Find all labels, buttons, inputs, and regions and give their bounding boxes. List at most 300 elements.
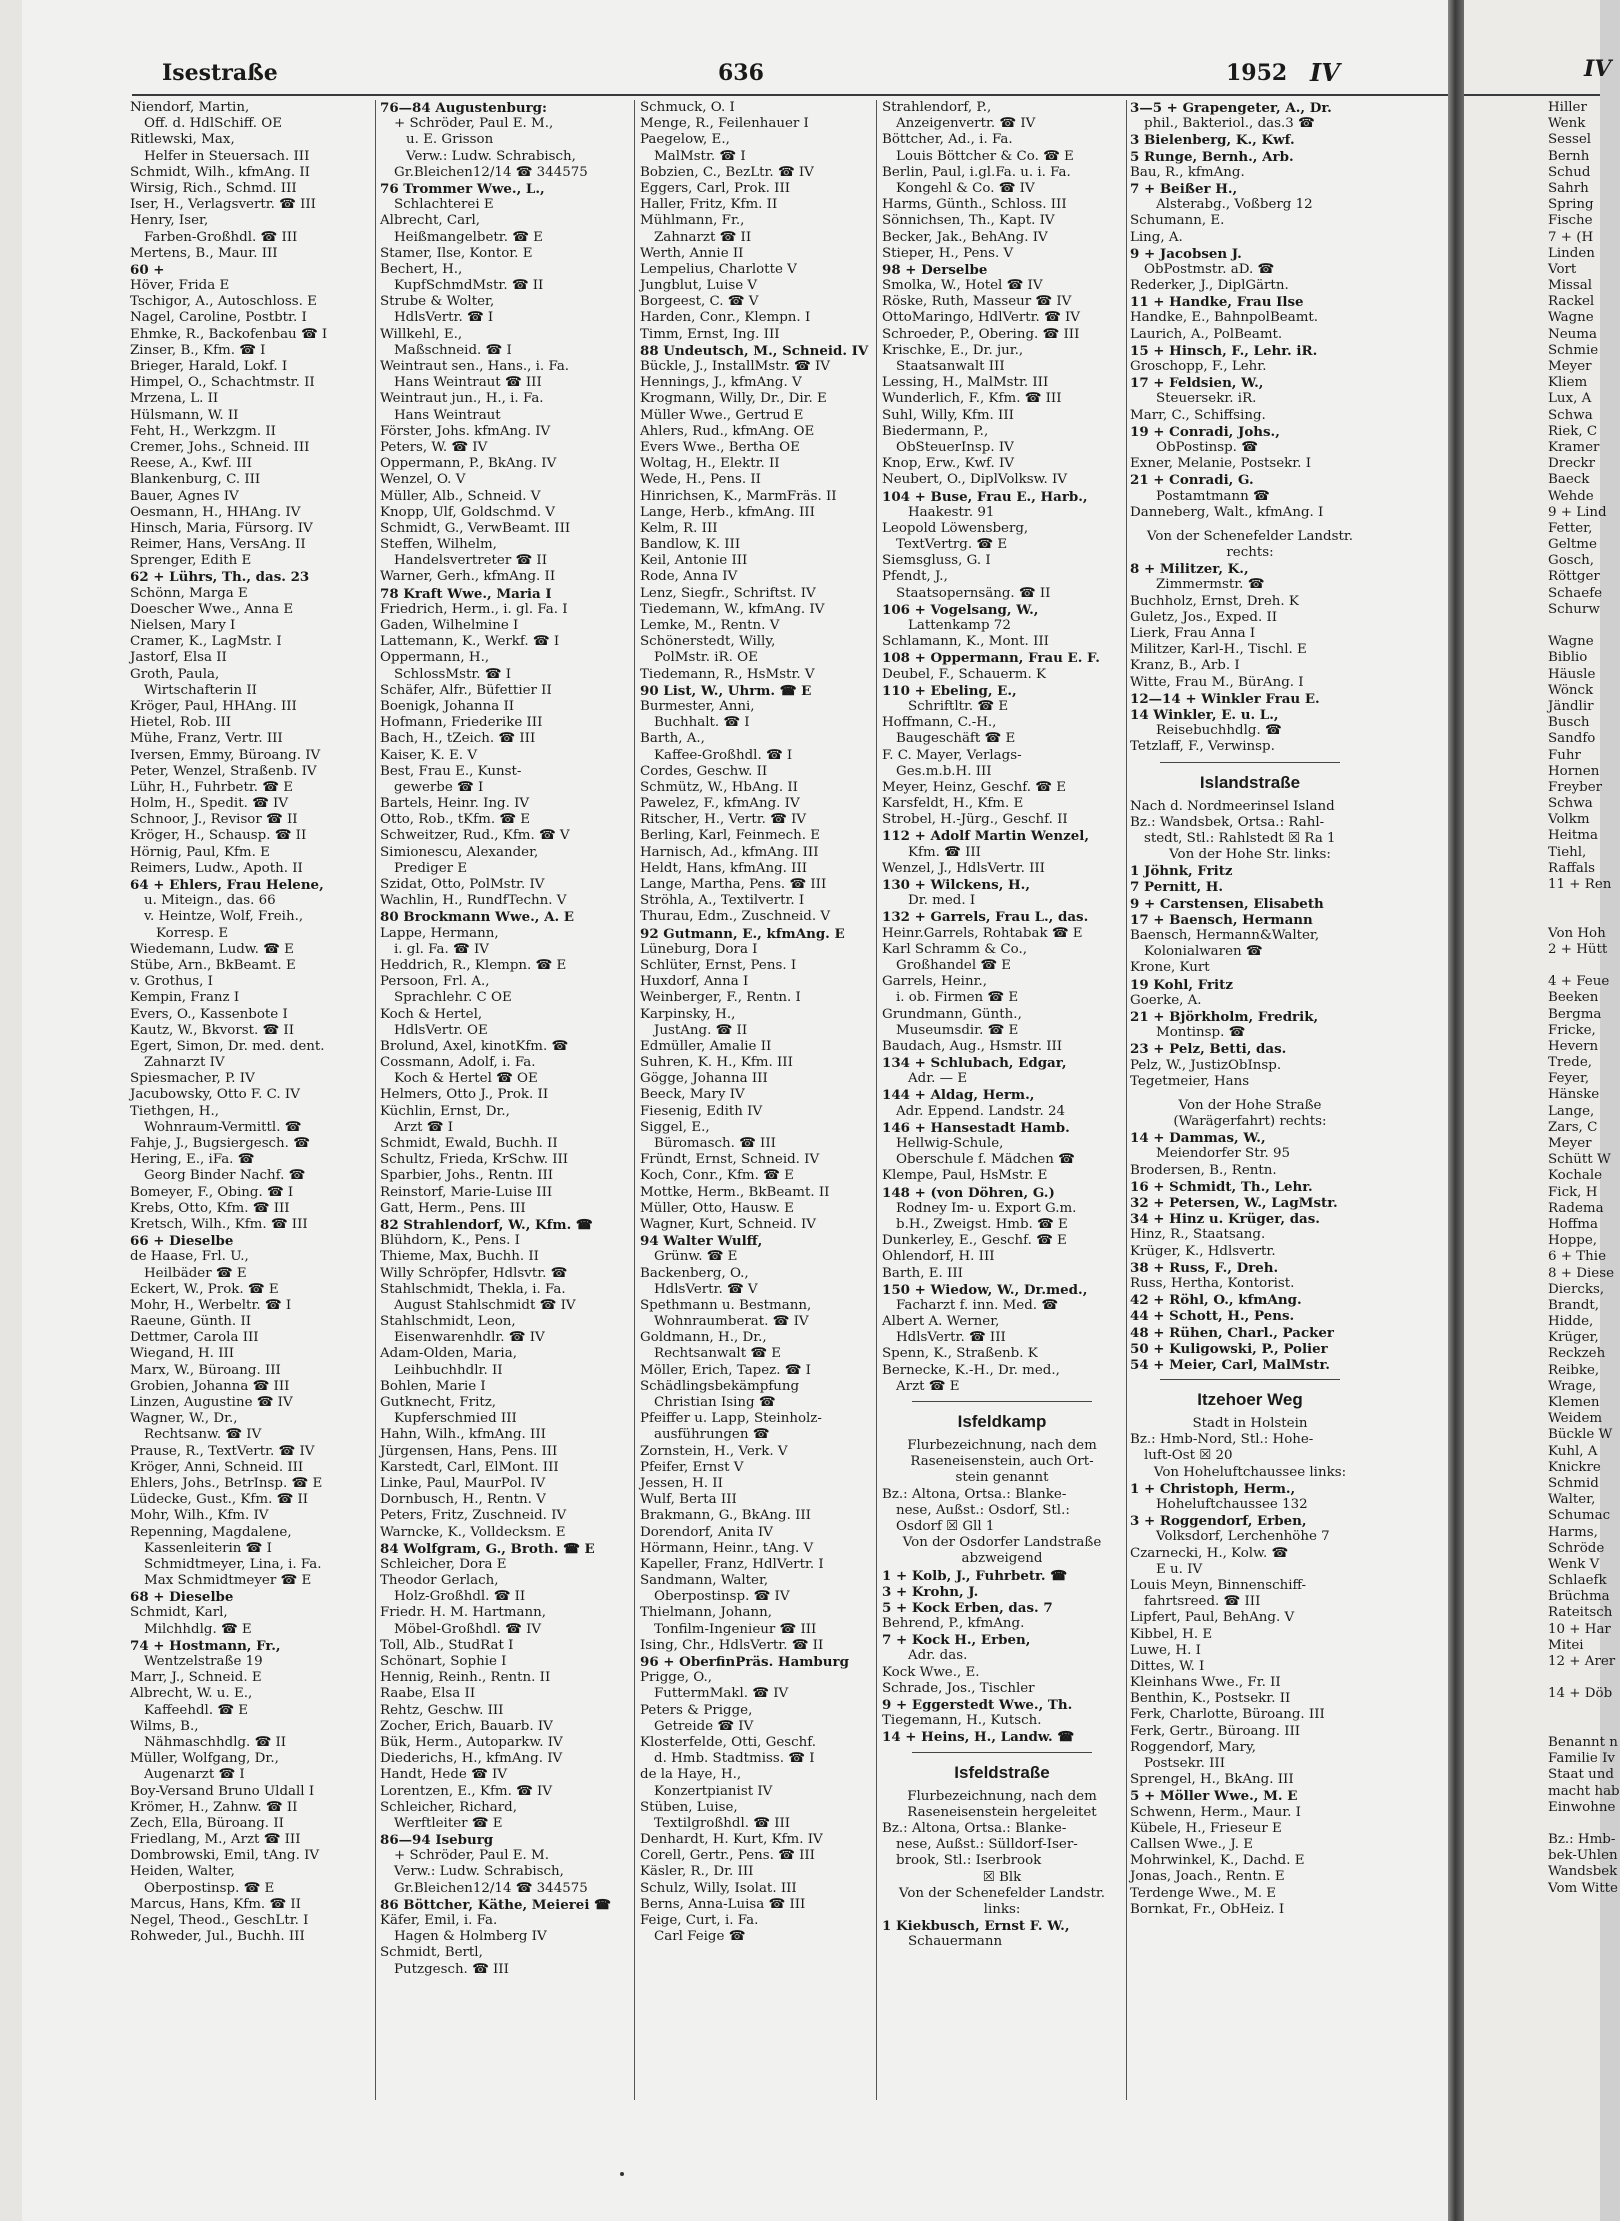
resident-entry: Spiesmacher, P. IV: [130, 1071, 255, 1087]
resident-entry: Flurbezeichnung, nach dem: [907, 1438, 1097, 1453]
house-number-entry: 84 Wolfgram, G., Broth. ☎ E: [380, 1540, 595, 1557]
house-number-entry: 148 + (von Döhren, G.): [882, 1184, 1055, 1201]
resident-entry: Groschopp, F., Lehr.: [1130, 359, 1267, 374]
resident-entry: Jungblut, Luise V: [640, 278, 758, 294]
volume-numeral: IV: [1310, 58, 1340, 87]
resident-entry: Backenberg, O.,: [640, 1265, 749, 1281]
resident-entry: de la Haye, H.,: [640, 1767, 742, 1783]
resident-entry: Rechtsanw. ☎ IV: [144, 1427, 262, 1443]
resident-entry: Repenning, Magdalene,: [130, 1524, 292, 1540]
house-number-entry: 1 Jöhnk, Fritz: [1130, 863, 1233, 880]
resident-entry: Timm, Ernst, Ing. III: [640, 326, 780, 342]
facing-page-entry: Beeken: [1548, 990, 1599, 1006]
facing-page-entry: Fische: [1548, 213, 1593, 229]
resident-entry: Heinr.Garrels, Rohtabak ☎ E: [882, 925, 1083, 941]
street-section-heading: Itzehoer Weg: [1197, 1390, 1303, 1410]
house-number-entry: 11 + Handke, Frau Ilse: [1130, 294, 1304, 311]
resident-entry: Schrade, Jos., Tischler: [882, 1680, 1035, 1696]
resident-entry: Marr, J., Schneid. E: [130, 1670, 262, 1686]
resident-entry: de Haase, Frl. U.,: [130, 1249, 249, 1265]
resident-entry: Jonas, Joach., Rentn. E: [1130, 1869, 1285, 1885]
resident-entry: Barth, A.,: [640, 731, 705, 747]
resident-entry: Theodor Gerlach,: [380, 1573, 499, 1589]
column-divider: [1126, 100, 1127, 2100]
resident-entry: abzweigend: [961, 1551, 1043, 1567]
resident-entry: Kupferschmied III: [394, 1411, 517, 1427]
house-number-entry: 48 + Rühen, Charl., Packer: [1130, 1324, 1334, 1341]
resident-entry: Putzgesch. ☎ III: [394, 1961, 509, 1977]
house-number-entry: 150 + Wiedow, W., Dr.med.,: [882, 1281, 1088, 1298]
resident-entry: Möller, Erich, Tapez. ☎ I: [640, 1362, 811, 1378]
facing-page: [1464, 0, 1620, 2221]
facing-page-entry: Gosch,: [1548, 553, 1595, 569]
resident-entry: Boy-Versand Bruno Uldall I: [130, 1783, 315, 1799]
resident-entry: Raabe, Elsa II: [380, 1686, 476, 1702]
resident-entry: Ritlewski, Max,: [130, 132, 235, 148]
house-number-entry: 12—14 + Winkler Frau E.: [1130, 690, 1320, 707]
resident-entry: Heißmangelbetr. ☎ E: [394, 229, 543, 245]
resident-entry: Hinsch, Maria, Fürsorg. IV: [130, 520, 313, 536]
resident-entry: Kretsch, Wilh., Kfm. ☎ III: [130, 1216, 308, 1232]
facing-page-entry: 8 + Diese: [1548, 1265, 1614, 1281]
facing-page-entry: [1548, 1816, 1608, 1832]
resident-entry: Ehmke, R., Backofenbau ☎ I: [130, 326, 328, 342]
resident-entry: Bartels, Heinr. Ing. IV: [380, 796, 530, 812]
resident-entry: PolMstr. iR. OE: [654, 650, 758, 666]
resident-entry: Krömer, H., Zahnw. ☎ II: [130, 1799, 298, 1815]
resident-entry: Wirsig, Rich., Schmd. III: [130, 180, 297, 196]
resident-entry: Karpinsky, H.,: [640, 1006, 736, 1022]
resident-entry: Wenzel, J., HdlsVertr. III: [882, 860, 1045, 876]
facing-page-entry: [1548, 909, 1608, 925]
house-number-entry: 78 Kraft Wwe., Maria I: [380, 585, 552, 602]
resident-entry: Koch & Hertel ☎ OE: [394, 1071, 538, 1087]
resident-entry: Förster, Johs. kfmAng. IV: [380, 423, 551, 439]
resident-entry: Wiedemann, Ludw. ☎ E: [130, 941, 294, 957]
resident-entry: + Schröder, Paul E. M.,: [394, 116, 554, 132]
resident-entry: Kröger, Paul, HHAng. III: [130, 698, 297, 714]
resident-entry: Kolonialwaren ☎: [1144, 944, 1263, 960]
house-number-entry: 19 Kohl, Fritz: [1130, 976, 1233, 993]
resident-entry: Krebs, Otto, Kfm. ☎ III: [130, 1200, 290, 1216]
resident-entry: Kaiser, K. E. V: [380, 747, 477, 763]
resident-entry: Peter, Wenzel, Straßenb. IV: [130, 763, 317, 779]
resident-entry: Gaden, Wilhelmine I: [380, 618, 519, 633]
house-number-entry: 9 + Carstensen, Elisabeth: [1130, 895, 1324, 912]
house-number-entry: 38 + Russ, F., Dreh.: [1130, 1259, 1279, 1276]
resident-entry: Mohrwinkel, K., Dachd. E: [1130, 1853, 1305, 1869]
house-number-entry: 144 + Aldag, Herm.,: [882, 1087, 1035, 1104]
resident-entry: Sandmann, Walter,: [640, 1573, 769, 1589]
resident-entry: Tegetmeier, Hans: [1130, 1073, 1250, 1089]
facing-page-entry: Krüger,: [1548, 1330, 1599, 1346]
resident-entry: Simionescu, Alexander,: [380, 844, 539, 860]
resident-entry: Staatsanwalt III: [896, 359, 1005, 374]
resident-entry: d. Hmb. Stadtmiss. ☎ I: [654, 1751, 815, 1767]
facing-page-entry: Schlaefk: [1548, 1573, 1607, 1589]
resident-entry: Cremer, Johs., Schneid. III: [130, 439, 310, 455]
resident-entry: Szidat, Otto, PolMstr. IV: [380, 877, 545, 892]
resident-entry: Grünw. ☎ E: [654, 1249, 738, 1265]
resident-entry: Krüger, K., Hdlsvertr.: [1130, 1243, 1276, 1259]
resident-entry: Kaffeehdl. ☎ E: [144, 1702, 249, 1718]
resident-entry: Berling, Karl, Feinmech. E: [640, 828, 821, 844]
facing-page-entry: Einwohne: [1548, 1799, 1616, 1815]
facing-page-entry: [1548, 618, 1608, 634]
facing-page-entry: Sessel: [1548, 132, 1592, 148]
resident-entry: Pawelez, F., kfmAng. IV: [640, 796, 800, 812]
resident-entry: Handt, Hede ☎ IV: [380, 1767, 508, 1783]
facing-page-entry: Hiller: [1548, 100, 1587, 115]
facing-page-entry: Lux, A: [1548, 391, 1592, 407]
resident-entry: Borgeest, C. ☎ V: [640, 294, 759, 310]
facing-page-entry: Schmie: [1548, 342, 1599, 358]
resident-entry: ☒ Blk: [982, 1869, 1022, 1885]
resident-entry: Klosterfelde, Otti, Geschf.: [640, 1734, 816, 1750]
resident-entry: Stamer, Ilse, Kontor. E: [380, 245, 533, 261]
facing-page-entry: Schütt W: [1548, 1152, 1611, 1168]
resident-entry: Schmidt, Ewald, Buchh. II: [380, 1136, 558, 1151]
resident-entry: Harden, Conr., Klempn. I: [640, 310, 811, 326]
resident-entry: stein genannt: [955, 1470, 1049, 1486]
resident-entry: Baensch, Hermann&Walter,: [1130, 928, 1320, 943]
resident-entry: Kock Wwe., E.: [882, 1664, 980, 1680]
resident-entry: Augenarzt ☎ I: [144, 1767, 245, 1783]
house-number-entry: 1 + Christoph, Herm.,: [1130, 1480, 1296, 1497]
resident-entry: Albrecht, Carl,: [380, 213, 481, 229]
resident-entry: Jastorf, Elsa II: [130, 650, 227, 666]
resident-entry: Feht, H., Werkzgm. II: [130, 423, 276, 439]
house-number-entry: 5 Runge, Bernh., Arb.: [1130, 148, 1294, 165]
resident-entry: Reimer, Hans, VersAng. II: [130, 537, 306, 553]
resident-entry: Hans Weintraut ☎ III: [394, 375, 542, 391]
resident-entry: Willy Schröpfer, Hdlsvtr. ☎: [380, 1265, 568, 1281]
resident-entry: Grobien, Johanna ☎ III: [130, 1378, 290, 1394]
resident-entry: Eckert, W., Prok. ☎ E: [130, 1281, 279, 1297]
resident-entry: Harnisch, Ad., kfmAng. III: [640, 844, 819, 860]
house-number-entry: 7 + Kock H., Erben,: [882, 1632, 1031, 1649]
resident-entry: Wede, H., Pens. II: [640, 472, 761, 488]
resident-entry: Lessing, H., MalMstr. III: [882, 375, 1049, 391]
resident-entry: Büromasch. ☎ III: [654, 1136, 776, 1151]
facing-page-entry: Rackel: [1548, 294, 1595, 310]
resident-entry: Louis Böttcher & Co. ☎ E: [896, 148, 1074, 164]
resident-entry: Osdorf ☒ Gll 1: [896, 1518, 995, 1534]
resident-entry: Müller, Wolfgang, Dr.,: [130, 1751, 279, 1767]
resident-entry: Verw.: Ludw. Schrabisch,: [394, 1864, 564, 1880]
resident-entry: Krischke, E., Dr. jur.,: [882, 342, 1024, 358]
resident-entry: Pfeifer, Ernst V: [640, 1459, 744, 1475]
resident-entry: Krogmann, Willy, Dr., Dir. E: [640, 391, 827, 407]
house-number-entry: 21 + Conradi, G.: [1130, 472, 1254, 489]
facing-page-entry: bek-Uhlen: [1548, 1848, 1618, 1864]
resident-entry: Dittes, W. I: [1130, 1658, 1205, 1674]
resident-entry: Zahnarzt ☎ II: [654, 229, 752, 245]
facing-page-entry: Schurw: [1548, 601, 1600, 617]
resident-entry: Kröger, H., Schausp. ☎ II: [130, 828, 307, 844]
resident-entry: Louis Meyn, Binnenschiff-: [1130, 1577, 1307, 1593]
resident-entry: Zahnarzt IV: [144, 1055, 225, 1071]
resident-entry: Hülsmann, W. II: [130, 407, 239, 423]
resident-entry: Brakmann, G., BkAng. III: [640, 1508, 811, 1524]
resident-entry: Stadt in Holstein: [1192, 1416, 1308, 1432]
resident-entry: Arzt ☎ E: [896, 1378, 960, 1394]
resident-entry: Lühr, H., Fuhrbetr. ☎ E: [130, 779, 294, 795]
resident-entry: Lattenkamp 72: [908, 618, 1011, 633]
resident-entry: Schäfer, Alfr., Büfettier II: [380, 682, 552, 698]
resident-entry: v. Grothus, I: [130, 974, 213, 990]
resident-entry: Boenigk, Johanna II: [380, 698, 515, 714]
resident-entry: Ströhla, A., Textilvertr. I: [640, 893, 805, 909]
resident-entry: Schmidt, G., VerwBeamt. III: [380, 520, 571, 536]
house-number-entry: 21 + Björkholm, Fredrik,: [1130, 1008, 1319, 1025]
facing-page-entry: Bernh: [1548, 148, 1590, 164]
resident-entry: Wunderlich, F., Kfm. ☎ III: [882, 391, 1062, 407]
resident-entry: Strahlendorf, P.,: [882, 100, 992, 115]
house-number-entry: 7 + Beißer H.,: [1130, 180, 1238, 197]
resident-entry: Müller Wwe., Gertrud E: [640, 407, 804, 423]
resident-entry: Oberpostinsp. ☎ E: [144, 1880, 275, 1896]
facing-page-entry: Wandsbek: [1548, 1864, 1618, 1880]
resident-entry: Biedermann, P.,: [882, 423, 989, 439]
resident-entry: Berns, Anna-Luisa ☎ III: [640, 1896, 806, 1912]
resident-entry: Hietel, Rob. III: [130, 715, 232, 731]
resident-entry: Lüneburg, Dora I: [640, 941, 758, 957]
house-number-entry: 32 + Petersen, W., LagMstr.: [1130, 1195, 1338, 1211]
resident-entry: Schmidt, Bertl,: [380, 1945, 483, 1961]
facing-page-entry: Schmid: [1548, 1475, 1599, 1491]
resident-entry: Wirtschafterin II: [144, 682, 257, 698]
facing-page-entry: Baeck: [1548, 472, 1590, 488]
house-number-entry: 90 List, W., Uhrm. ☎ E: [640, 682, 812, 699]
resident-entry: Lenz, Siegfr., Schriftst. IV: [640, 585, 816, 601]
resident-entry: Lierk, Frau Anna I: [1130, 626, 1256, 641]
resident-entry: Ritscher, H., Vertr. ☎ IV: [640, 812, 807, 828]
resident-entry: Von Hoheluftchaussee links:: [1153, 1464, 1347, 1480]
resident-entry: Kranz, B., Arb. I: [1130, 658, 1240, 674]
resident-entry: Wohnraum-Vermittl. ☎: [144, 1119, 302, 1135]
resident-entry: Müller, Otto, Hausw. E: [640, 1200, 794, 1216]
resident-entry: Rode, Anna IV: [640, 569, 738, 585]
house-number-entry: 62 + Lührs, Th., das. 23: [130, 569, 310, 586]
resident-entry: MalMstr. ☎ I: [654, 148, 746, 164]
resident-entry: Witte, Frau M., BürAng. I: [1130, 674, 1304, 690]
resident-entry: Burmester, Anni,: [640, 698, 755, 714]
resident-entry: Goerke, A.: [1130, 992, 1202, 1008]
resident-entry: Bohlen, Marie I: [380, 1378, 486, 1394]
resident-entry: Buchholz, Ernst, Dreh. K: [1130, 593, 1299, 609]
resident-entry: Kaffee-Großhdl. ☎ I: [654, 747, 793, 763]
resident-entry: Nach d. Nordmeerinsel Island: [1130, 798, 1335, 814]
resident-entry: Lemke, M., Rentn. V: [640, 618, 780, 633]
section-rule: [912, 1401, 1092, 1402]
house-number-entry: 86—94 Iseburg: [380, 1832, 494, 1849]
resident-entry: Negel, Theod., GeschLtr. I: [130, 1913, 309, 1928]
resident-entry: Militzer, Karl-H., Tischl. E: [1130, 642, 1307, 658]
resident-entry: ObPostinsp. ☎: [1156, 439, 1258, 455]
resident-entry: Küchlin, Ernst, Dr.,: [380, 1103, 510, 1119]
resident-entry: Rehtz, Geschw. III: [380, 1702, 504, 1718]
resident-entry: Reese, A., Kwf. III: [130, 456, 253, 472]
resident-entry: Heiden, Walter,: [130, 1864, 235, 1880]
resident-entry: Bauer, Agnes IV: [130, 488, 239, 504]
facing-page-entry: Wrage,: [1548, 1378, 1597, 1394]
resident-entry: Cossmann, Adolf, i. Fa.: [380, 1055, 536, 1071]
resident-entry: Adr. Eppend. Landstr. 24: [896, 1103, 1066, 1119]
facing-page-entry: Bückle W: [1548, 1427, 1613, 1443]
facing-page-entry: Lange,: [1548, 1103, 1595, 1119]
resident-entry: nese, Außst.: Osdorf, Stl.:: [896, 1502, 1070, 1518]
resident-entry: Schmütz, W., HbAng. II: [640, 779, 798, 795]
resident-entry: Linke, Paul, MaurPol. IV: [380, 1475, 546, 1491]
house-number-entry: 94 Walter Wulff,: [640, 1233, 763, 1250]
resident-entry: Raseneisenstein, auch Ort-: [910, 1454, 1094, 1470]
facing-page-entry: Neuma: [1548, 326, 1597, 342]
resident-entry: Bückle, J., InstallMstr. ☎ IV: [640, 359, 830, 374]
resident-entry: Knop, Erw., Kwf. IV: [882, 456, 1015, 472]
resident-entry: FuttermMakl. ☎ IV: [654, 1686, 789, 1702]
resident-entry: Lange, Martha, Pens. ☎ III: [640, 877, 827, 892]
resident-entry: Hinz, R., Staatsang.: [1130, 1227, 1266, 1243]
resident-entry: Facharzt f. inn. Med. ☎: [896, 1297, 1059, 1313]
resident-entry: Postamtmann ☎: [1156, 488, 1270, 504]
ink-dot: [620, 2172, 624, 2176]
resident-entry: Handke, E., BahnpolBeamt.: [1130, 310, 1319, 326]
resident-entry: Neubert, O., DiplVolksw. IV: [882, 472, 1068, 488]
resident-entry: Friedr. H. M. Hartmann,: [380, 1605, 546, 1621]
resident-entry: Ferk, Gertr., Büroang. III: [1130, 1723, 1301, 1739]
resident-entry: Stahlschmidt, Thekla, i. Fa.: [380, 1281, 566, 1297]
resident-entry: Gögge, Johanna III: [640, 1071, 768, 1087]
page-left-edge: [0, 0, 22, 2221]
house-number-entry: 130 + Wilckens, H.,: [882, 877, 1030, 893]
facing-page-entry: Bergma: [1548, 1006, 1602, 1022]
resident-entry: Pfeiffer u. Lapp, Steinholz-: [640, 1411, 822, 1427]
column-divider: [876, 100, 877, 2100]
facing-page-entry: Mitei: [1548, 1637, 1584, 1653]
resident-entry: Jacubowsky, Otto F. C. IV: [130, 1087, 300, 1103]
facing-page-entry: [1548, 1703, 1608, 1719]
resident-entry: Danneberg, Walt., kfmAng. I: [1130, 504, 1324, 520]
resident-entry: Niendorf, Martin,: [130, 100, 250, 115]
resident-entry: Lüdecke, Gust., Kfm. ☎ II: [130, 1492, 309, 1508]
resident-entry: Schmidt, Karl,: [130, 1605, 228, 1621]
house-number-entry: 76—84 Augustenburg:: [380, 100, 547, 116]
resident-entry: Evers, O., Kassenbote I: [130, 1006, 288, 1022]
resident-entry: Schädlingsbekämpfung: [640, 1378, 800, 1394]
section-rule: [912, 1752, 1092, 1753]
resident-entry: Guletz, Jos., Exped. II: [1130, 609, 1278, 625]
resident-entry: Linzen, Augustine ☎ IV: [130, 1395, 293, 1410]
resident-entry: Tiedemann, R., HsMstr. V: [640, 666, 815, 682]
facing-page-entry: Freyber: [1548, 779, 1603, 795]
facing-page-entry: Wagne: [1548, 310, 1594, 326]
facing-page-entry: Vom Witte: [1548, 1880, 1618, 1896]
resident-entry: Huxdorf, Anna I: [640, 974, 749, 990]
resident-entry: Albrecht, W. u. E.,: [130, 1686, 253, 1702]
resident-entry: Ehlers, Johs., BetrInsp. ☎ E: [130, 1475, 323, 1491]
resident-entry: + Schröder, Paul E. M.: [394, 1848, 549, 1864]
resident-entry: Kautz, W., Bkvorst. ☎ II: [130, 1022, 295, 1038]
facing-page-entry: Kochale: [1548, 1168, 1603, 1184]
resident-entry: Meyer, Heinz, Geschf. ☎ E: [882, 779, 1066, 795]
resident-entry: KupfSchmdMstr. ☎ II: [394, 278, 544, 294]
house-number-entry: 76 Trommer Wwe., L.,: [380, 180, 545, 197]
resident-entry: Bau, R., kfmAng.: [1130, 164, 1245, 180]
resident-entry: Oesmann, H., HHAng. IV: [130, 504, 301, 520]
resident-entry: stedt, Stl.: Rahlstedt ☒ Ra 1: [1144, 830, 1336, 846]
house-number-entry: 23 + Pelz, Betti, das.: [1130, 1041, 1287, 1058]
resident-entry: Dettmer, Carola III: [130, 1330, 259, 1346]
facing-page-entry: Wagne: [1548, 634, 1594, 650]
facing-page-entry: Volkm: [1548, 812, 1590, 828]
facing-page-entry: Schröde: [1548, 1540, 1605, 1556]
resident-entry: Konzertpianist IV: [654, 1783, 773, 1799]
resident-entry: Hörnig, Paul, Kfm. E: [130, 844, 270, 860]
resident-entry: Dombrowski, Emil, tAng. IV: [130, 1848, 320, 1864]
resident-entry: Hans Weintraut: [394, 407, 501, 423]
facing-page-entry: Trede,: [1548, 1055, 1593, 1071]
resident-entry: brook, Stl.: Iserbrook: [896, 1853, 1042, 1869]
resident-entry: Zimmermstr. ☎: [1156, 577, 1265, 593]
facing-page-entry: Brüchma: [1548, 1589, 1610, 1605]
resident-entry: Weintraut jun., H., i. Fa.: [380, 391, 544, 407]
resident-entry: Nagel, Caroline, Postbtr. I: [130, 310, 307, 326]
facing-page-entry: Harms,: [1548, 1524, 1598, 1540]
resident-entry: Siemsgluss, G. I: [882, 553, 991, 569]
resident-entry: Bz.: Altona, Ortsa.: Blanke-: [882, 1820, 1067, 1836]
resident-entry: Zech, Ella, Büroang. II: [130, 1815, 284, 1831]
resident-entry: Sparbier, Johs., Rentn. III: [380, 1168, 554, 1184]
resident-entry: Friedlang, M., Arzt ☎ III: [130, 1832, 301, 1848]
resident-entry: F. C. Mayer, Verlags-: [882, 747, 1022, 763]
resident-entry: Ohlendorf, H. III: [882, 1249, 995, 1265]
house-number-entry: 64 + Ehlers, Frau Helene,: [130, 877, 324, 893]
resident-entry: Holm, H., Spedit. ☎ IV: [130, 796, 288, 812]
resident-entry: Bernecke, K.-H., Dr. med.,: [882, 1362, 1060, 1378]
resident-entry: Diederichs, H., kfmAng. IV: [380, 1751, 563, 1767]
resident-entry: Suhren, K. H., Kfm. III: [640, 1055, 793, 1071]
resident-entry: Von der Osdorfer Landstraße: [902, 1535, 1102, 1551]
resident-entry: Schumann, E.: [1130, 213, 1225, 229]
resident-entry: Fiesenig, Edith IV: [640, 1103, 763, 1119]
resident-entry: Deubel, F., Schauerm. K: [882, 666, 1046, 682]
resident-entry: Prigge, O.,: [640, 1670, 712, 1686]
house-number-entry: 19 + Conradi, Johs.,: [1130, 423, 1280, 440]
house-number-entry: 68 + Dieselbe: [130, 1589, 234, 1606]
resident-entry: Bechert, H.,: [380, 261, 463, 277]
column-divider: [375, 100, 376, 2100]
facing-page-entry: Röttger: [1548, 569, 1600, 585]
resident-entry: Müller, Alb., Schneid. V: [380, 488, 541, 504]
resident-entry: Wagner, Kurt, Schneid. IV: [640, 1216, 816, 1232]
resident-entry: Rederker, J., DiplGärtn.: [1130, 278, 1289, 294]
house-number-entry: 104 + Buse, Frau E., Harb.,: [882, 488, 1088, 505]
resident-entry: Stieper, H., Pens. V: [882, 245, 1014, 261]
facing-page-entry: Fick, H: [1548, 1184, 1598, 1200]
resident-entry: Iser, H., Verlagsvertr. ☎ III: [130, 197, 316, 213]
house-number-entry: 34 + Hinz u. Krüger, das.: [1130, 1211, 1320, 1228]
resident-entry: Lorentzen, E., Kfm. ☎ IV: [380, 1783, 553, 1799]
resident-entry: Behrend, P., kfmAng.: [882, 1616, 1025, 1632]
resident-entry: Arzt ☎ I: [394, 1119, 453, 1135]
page-header: [150, 56, 1460, 96]
resident-entry: Mohr, Wilh., Kfm. IV: [130, 1508, 269, 1524]
resident-entry: Haakestr. 91: [908, 504, 995, 520]
resident-entry: Henry, Iser,: [130, 213, 209, 229]
resident-entry: Paegelow, E.,: [640, 132, 730, 148]
resident-entry: Bz.: Wandsbek, Ortsa.: Rahl-: [1130, 814, 1325, 830]
